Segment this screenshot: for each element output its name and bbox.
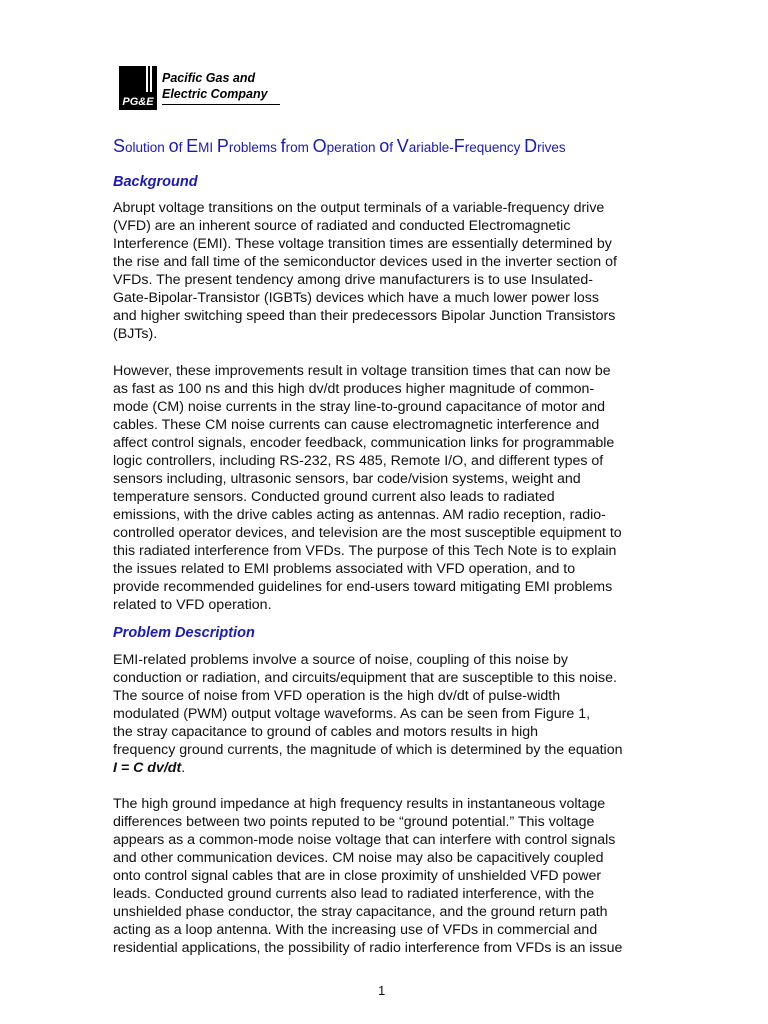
text-line: VFDs. The present tendency among drive manufacturers is to use Insulated- [113, 272, 593, 288]
title-word-rest: f [178, 140, 187, 155]
title-word-rest: roblems [228, 140, 281, 155]
text-line: affect control signals, encoder feedback, communication links for programmable [113, 435, 615, 451]
text-line: differences between two points reputed to be “ground potential.” This voltage [113, 814, 595, 830]
text-line: frequency ground currents, the magnitude of which is determined by the equation [113, 742, 623, 758]
title-word-rest: MI [198, 140, 217, 155]
title-word-rest: peration [326, 140, 380, 155]
logo-underline [162, 104, 280, 105]
text-line: provide recommended guidelines for end-users toward mitigating EMI problems [113, 579, 613, 595]
text-line: EMI-related problems involve a source of noise, coupling of this noise by [113, 652, 569, 668]
text-line: unshielded phase conductor, the stray capacitance, and the ground return path [113, 904, 608, 920]
title-word-rest: rom [285, 140, 313, 155]
heading-background: Background [113, 174, 198, 190]
text-line: appears as a common-mode noise voltage that can interfere with control signals [113, 832, 616, 848]
title-initial: D [524, 136, 538, 156]
text-line: logic controllers, including RS-232, RS 485, Remote I/O, and different types of [113, 453, 604, 469]
title-initial: S [113, 136, 126, 156]
page-number: 1 [378, 983, 386, 998]
text-line: Gate-Bipolar-Transistor (IGBTs) devices which have a much lower power loss [113, 290, 599, 306]
title-word-rest: requency [464, 140, 525, 155]
logo-wordmark [162, 70, 268, 102]
paragraph-background-2 [113, 362, 673, 614]
logo-line-1: Pacific Gas and [162, 71, 256, 85]
text-line: this radiated interference from VFDs. The purpose of this Tech Note is to explain [113, 543, 617, 559]
title-initial: F [453, 136, 465, 156]
equation: I = C dv/dt [113, 760, 182, 776]
title-initial: f [280, 136, 286, 156]
title-initial: O [312, 136, 327, 156]
text-line: onto control signal cables that are in close proximity of unshielded VFD power [113, 868, 602, 884]
title-initial: E [186, 136, 199, 156]
heading-problem-description: Problem Description [113, 625, 255, 641]
title-initial: o [379, 136, 390, 156]
text-line: the stray capacitance to ground of cables and motors results in high [113, 724, 539, 740]
text-line: emissions, with the drive cables acting as antennas. AM radio reception, radio- [113, 507, 606, 523]
text-line: related to VFD operation. [113, 597, 272, 613]
text-line: The source of noise from VFD operation is the high dv/dt of pulse-width [113, 688, 561, 704]
logo-mark-text: PG&E [122, 96, 154, 108]
text-line: the rise and fall time of the semiconductor devices used in the inverter section of [113, 254, 617, 270]
text-line: The high ground impedance at high frequency results in instantaneous voltage [113, 796, 606, 812]
text-line: (VFD) are an inherent source of radiated and conducted Electromagnetic [113, 218, 571, 234]
text-line: (BJTs). [113, 326, 158, 342]
title-initial: o [168, 136, 179, 156]
text-line: Interference (EMI). These voltage transition times are essentially determined by [113, 236, 612, 252]
pge-logo-mark [119, 66, 157, 110]
title-word-rest: rives [537, 140, 566, 155]
title-word-rest: ariable- [408, 140, 454, 155]
text-line: Abrupt voltage transitions on the output terminals of a variable-frequency drive [113, 200, 605, 216]
logo-line-2: Electric Company [162, 87, 268, 101]
paragraph-background-1 [113, 199, 673, 343]
paragraph-problem-2 [113, 795, 673, 957]
text-line: the issues related to EMI problems associated with VFD operation, and to [113, 561, 576, 577]
text-line: and other communication devices. CM noise may also be capacitively coupled [113, 850, 604, 866]
text-line: as fast as 100 ns and this high dv/dt produces higher magnitude of common- [113, 381, 595, 397]
company-logo [119, 66, 281, 110]
title-word-rest: olution [125, 140, 169, 155]
text-line: controlled operator devices, and television are the most susceptible equipment to [113, 525, 622, 541]
text-line: acting as a loop antenna. With the increasing use of VFDs in commercial and [113, 922, 598, 938]
equation-line [113, 759, 673, 777]
text-line: residential applications, the possibility of radio interference from VFDs is an issue [113, 940, 623, 956]
title-word-rest: f [389, 140, 397, 155]
text-line: cables. These CM noise currents can cause electromagnetic interference and [113, 417, 600, 433]
text-line: leads. Conducted ground currents also lead to radiated interference, with the [113, 886, 595, 902]
paragraph-problem-1 [113, 651, 673, 777]
title-initial: V [396, 136, 409, 156]
title-initial: P [216, 136, 229, 156]
text-line: temperature sensors. Conducted ground current also leads to radiated [113, 489, 555, 505]
text-line: However, these improvements result in voltage transition times that can now be [113, 363, 611, 379]
document-title [113, 136, 566, 157]
text-line: modulated (PWM) output voltage waveforms. As can be seen from Figure 1, [113, 706, 591, 722]
text-line: conduction or radiation, and circuits/equipment that are susceptible to this noise. [113, 670, 617, 686]
text-line: mode (CM) noise currents in the stray line-to-ground capacitance of motor and [113, 399, 606, 415]
text-line: and higher switching speed than their predecessors Bipolar Junction Transistors [113, 308, 616, 324]
text-line: sensors including, ultrasonic sensors, bar code/vision systems, weight and [113, 471, 581, 487]
equation-suffix: . [181, 760, 186, 776]
